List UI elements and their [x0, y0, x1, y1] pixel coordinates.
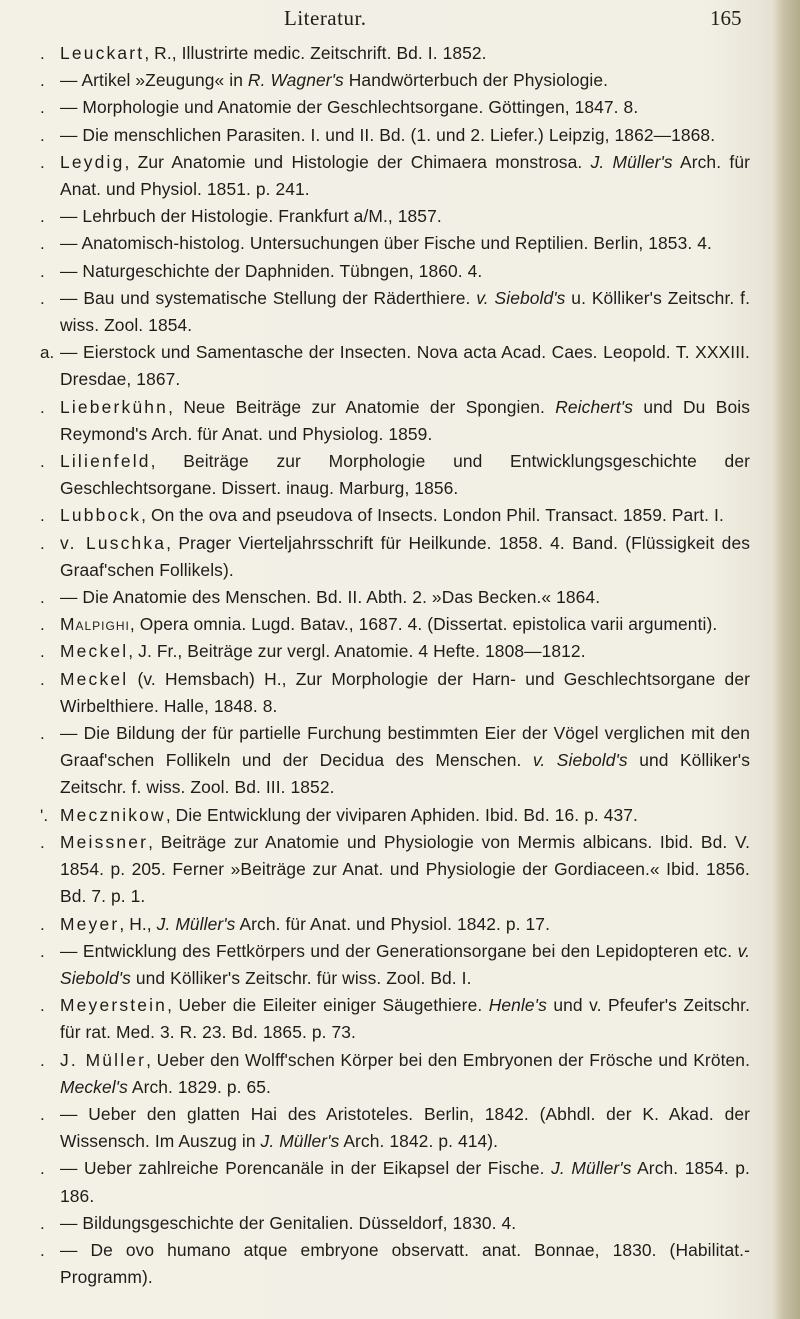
reference-entry: [0, 122, 790, 149]
reference-text: Arch. für Anat. und Physiol. 1842. p. 17.: [235, 913, 551, 934]
reference-journal: Reichert's: [555, 396, 634, 417]
reference-text: Handwörterbuch der Physiologie.: [343, 70, 609, 91]
reference-author: Malpighi: [60, 614, 130, 635]
reference-marker: .: [40, 642, 45, 662]
reference-entry: [0, 1237, 790, 1291]
reference-text: Arch. für Anat. und Physiol. 1851. p. 241.: [60, 151, 750, 200]
running-title: Literatur.: [284, 6, 367, 30]
reference-text: — Eierstock und Samentasche der Insecten. Nova acta Acad. Caes. Leopold. T. XXXIII. Dresdae, 1867.: [60, 342, 750, 390]
reference-marker: .: [40, 1159, 45, 1179]
reference-journal: R. Wagner's: [247, 70, 344, 91]
reference-entry: [0, 1210, 790, 1237]
reference-text: Arch. 1829. p. 65.: [127, 1076, 271, 1097]
reference-journal: J. Müller's: [156, 913, 236, 934]
reference-author: Lilienfeld: [60, 451, 151, 472]
reference-text: (v. Hemsbach) H., Zur Morphologie der Harn- und Geschlechtsorgane der Wirbelthiere. Halle, 1848. 8.: [60, 668, 750, 716]
reference-text: — Entwicklung des Fettkörpers und der Generationsorgane bei den Lepidopteren etc.: [60, 940, 738, 961]
reference-text: — Die Anatomie des Menschen. Bd. II. Abth. 2. »Das Becken.« 1864.: [60, 587, 601, 608]
reference-text: — Ueber zahlreiche Porencanäle in der Eikapsel der Fische.: [60, 1158, 552, 1179]
reference-text: Arch. 1854. p. 186.: [60, 1158, 750, 1206]
reference-journal: v. Siebold's: [476, 287, 566, 308]
reference-journal: Meckel's: [60, 1076, 128, 1097]
reference-marker: .: [40, 452, 45, 472]
reference-author: Meckel: [60, 641, 129, 662]
reference-journal: J. Müller's: [590, 151, 673, 172]
reference-entry: [0, 666, 790, 720]
reference-entry: [0, 829, 790, 911]
reference-text: , Die Entwicklung der viviparen Aphiden. Ibid. Bd. 16. p. 437.: [165, 804, 638, 825]
reference-text: und v. Pfeufer's Zeitschr. für rat. Med. 3. R. 23. Bd. 1865. p. 73.: [60, 995, 751, 1043]
reference-marker: .: [40, 941, 45, 961]
reference-entry: [0, 394, 790, 448]
reference-journal: J. Müller's: [551, 1158, 632, 1179]
reference-text: — Anatomisch-histolog. Untersuchungen über Fische und Reptilien. Berlin, 1853. 4.: [60, 233, 712, 254]
reference-marker: .: [40, 506, 45, 526]
reference-text: — Ueber den glatten Hai des Aristoteles. Berlin, 1842. (Abhdl. der K. Akad. der Wissensch. Im Auszug in: [60, 1103, 750, 1152]
reference-entry: [0, 285, 790, 339]
reference-text: — Bildungsgeschichte der Genitalien. Düsseldorf, 1830. 4.: [60, 1212, 517, 1233]
reference-marker: .: [40, 125, 45, 145]
reference-entry: [0, 911, 790, 938]
reference-entry: [0, 448, 790, 502]
reference-marker: .: [40, 44, 45, 63]
reference-author: v. Luschka: [60, 532, 167, 553]
reference-text: , J. Fr., Beiträge zur vergl. Anatomie. 4 Hefte. 1808—1812.: [128, 641, 586, 662]
reference-marker: .: [40, 588, 45, 608]
reference-marker: .: [40, 261, 45, 281]
reference-text: — Bau und systematische Stellung der Räderthiere.: [60, 287, 477, 308]
reference-author: J. Müller: [60, 1049, 147, 1070]
reference-author: Lubbock: [60, 505, 142, 526]
reference-author: Leuckart: [60, 43, 145, 63]
reference-text: — De ovo humano atque embryone observatt. anat. Bonnae, 1830. (Habilitat.-Programm).: [60, 1239, 750, 1288]
reference-text: — Morphologie und Anatomie der Geschlechtsorgane. Göttingen, 1847. 8.: [60, 97, 639, 118]
reference-marker: .: [40, 996, 45, 1016]
reference-marker: .: [40, 152, 45, 172]
reference-marker: .: [40, 288, 45, 308]
reference-author: Lieberkühn: [60, 396, 169, 417]
reference-entry: [0, 1101, 790, 1155]
reference-text: und Kölliker's Zeitschr. f. wiss. Zool. Bd. III. 1852.: [60, 750, 751, 798]
reference-text: Arch. 1842. p. 414).: [339, 1131, 499, 1152]
reference-entry: [0, 938, 790, 992]
reference-entry: [0, 67, 790, 94]
reference-text: — Lehrbuch der Histologie. Frankfurt a/M., 1857.: [60, 206, 442, 227]
reference-author: Leydig: [60, 151, 125, 172]
reference-marker: .: [40, 98, 45, 118]
page-header: [0, 6, 760, 40]
reference-entry: [0, 1047, 790, 1101]
reference-text: und Kölliker's Zeitschr. für wiss. Zool. Bd. I.: [130, 967, 472, 988]
reference-text: und Du Bois Reymond's Arch. für Anat. und Physiolog. 1859.: [60, 396, 750, 444]
reference-text: — Die Bildung der für partielle Furchung bestimmten Eier der Vögel verglichen mit den Graaf'schen Follikeln und der Decidua des Menschen.: [60, 723, 750, 771]
reference-marker: .: [40, 397, 45, 417]
reference-journal: v. Siebold's: [60, 940, 750, 988]
reference-author: Meissner: [60, 831, 149, 852]
reference-marker: .: [40, 533, 45, 553]
reference-entry: [0, 530, 790, 584]
reference-entry: [0, 502, 790, 529]
reference-marker: .: [40, 724, 45, 744]
reference-marker: .: [40, 914, 45, 934]
reference-marker: .: [40, 71, 45, 91]
reference-author: Meyer: [60, 913, 120, 934]
reference-author: Mecznikow: [60, 804, 166, 825]
reference-marker: .: [40, 1240, 45, 1260]
reference-entry: [0, 611, 790, 638]
reference-text: , R., Illustrirte medic. Zeitschrift. Bd. I. 1852.: [144, 43, 487, 63]
reference-text: — Artikel »Zeugung« in: [60, 70, 248, 91]
reference-marker: .: [40, 1104, 45, 1124]
reference-text: , H.,: [119, 913, 157, 934]
reference-entry: [0, 258, 790, 285]
reference-text: — Die menschlichen Parasiten. I. und II. Bd. (1. und 2. Liefer.) Leipzig, 1862—1868.: [60, 124, 716, 145]
reference-text: , Ueber die Eileiter einiger Säugethiere.: [167, 995, 489, 1016]
reference-marker: .: [40, 669, 45, 689]
reference-journal: Henle's: [488, 995, 547, 1016]
reference-entry: [0, 638, 790, 665]
reference-text: , Opera omnia. Lugd. Batav., 1687. 4. (Dissertat. epistolica varii argumenti).: [129, 614, 718, 635]
reference-author: Meyerstein: [60, 995, 168, 1016]
reference-journal: J. Müller's: [260, 1131, 340, 1152]
reference-entry: [0, 203, 790, 230]
reference-marker: .: [40, 234, 45, 254]
reference-marker: a.: [40, 343, 55, 363]
reference-marker: .: [40, 615, 45, 635]
reference-marker: .: [40, 832, 45, 852]
reference-entry: [0, 230, 790, 257]
reference-journal: v. Siebold's: [532, 750, 628, 771]
reference-text: , Prager Vierteljahrsschrift für Heilkunde. 1858. 4. Band. (Flüssigkeit des Graaf'schen Follikels).: [60, 532, 751, 580]
reference-text: , Neue Beiträge zur Anatomie der Spongien.: [168, 396, 556, 417]
reference-entry: [0, 94, 790, 121]
reference-marker: '.: [40, 805, 49, 825]
reference-entry: [0, 992, 790, 1046]
reference-entry: [0, 339, 790, 393]
reference-text: u. Kölliker's Zeitschr. f. wiss. Zool. 1854.: [60, 287, 751, 336]
reference-entry: [0, 802, 790, 829]
reference-entry: [0, 40, 790, 67]
reference-text: , Zur Anatomie und Histologie der Chimaera monstrosa.: [124, 151, 591, 172]
reference-marker: .: [40, 207, 45, 227]
reference-list: [0, 40, 790, 1291]
reference-author: Meckel: [60, 668, 129, 689]
reference-marker: .: [40, 1050, 45, 1070]
reference-entry: [0, 584, 790, 611]
reference-entry: [0, 720, 790, 802]
reference-entry: [0, 149, 790, 203]
reference-text: , Ueber den Wolff'schen Körper bei den Embryonen der Frösche und Kröten.: [146, 1049, 750, 1070]
reference-text: , Beiträge zur Morphologie und Entwicklungsgeschichte der Geschlechtsorgane. Dissert. inaug. Marburg, 1856.: [60, 451, 750, 499]
reference-text: — Naturgeschichte der Daphniden. Tübngen, 1860. 4.: [60, 260, 483, 281]
page-number: 165: [710, 6, 742, 30]
reference-text: , On the ova and pseudova of Insects. London Phil. Transact. 1859. Part. I.: [141, 505, 724, 526]
reference-text: , Beiträge zur Anatomie und Physiologie von Mermis albicans. Ibid. Bd. V. 1854. p. 205. Ferner »Beiträge zur Anat. und Physiologie der Gordiaceen.« Ibid. 1856. Bd. 7. p. 1.: [60, 831, 750, 907]
reference-entry: [0, 1155, 790, 1209]
reference-marker: .: [40, 1213, 45, 1233]
